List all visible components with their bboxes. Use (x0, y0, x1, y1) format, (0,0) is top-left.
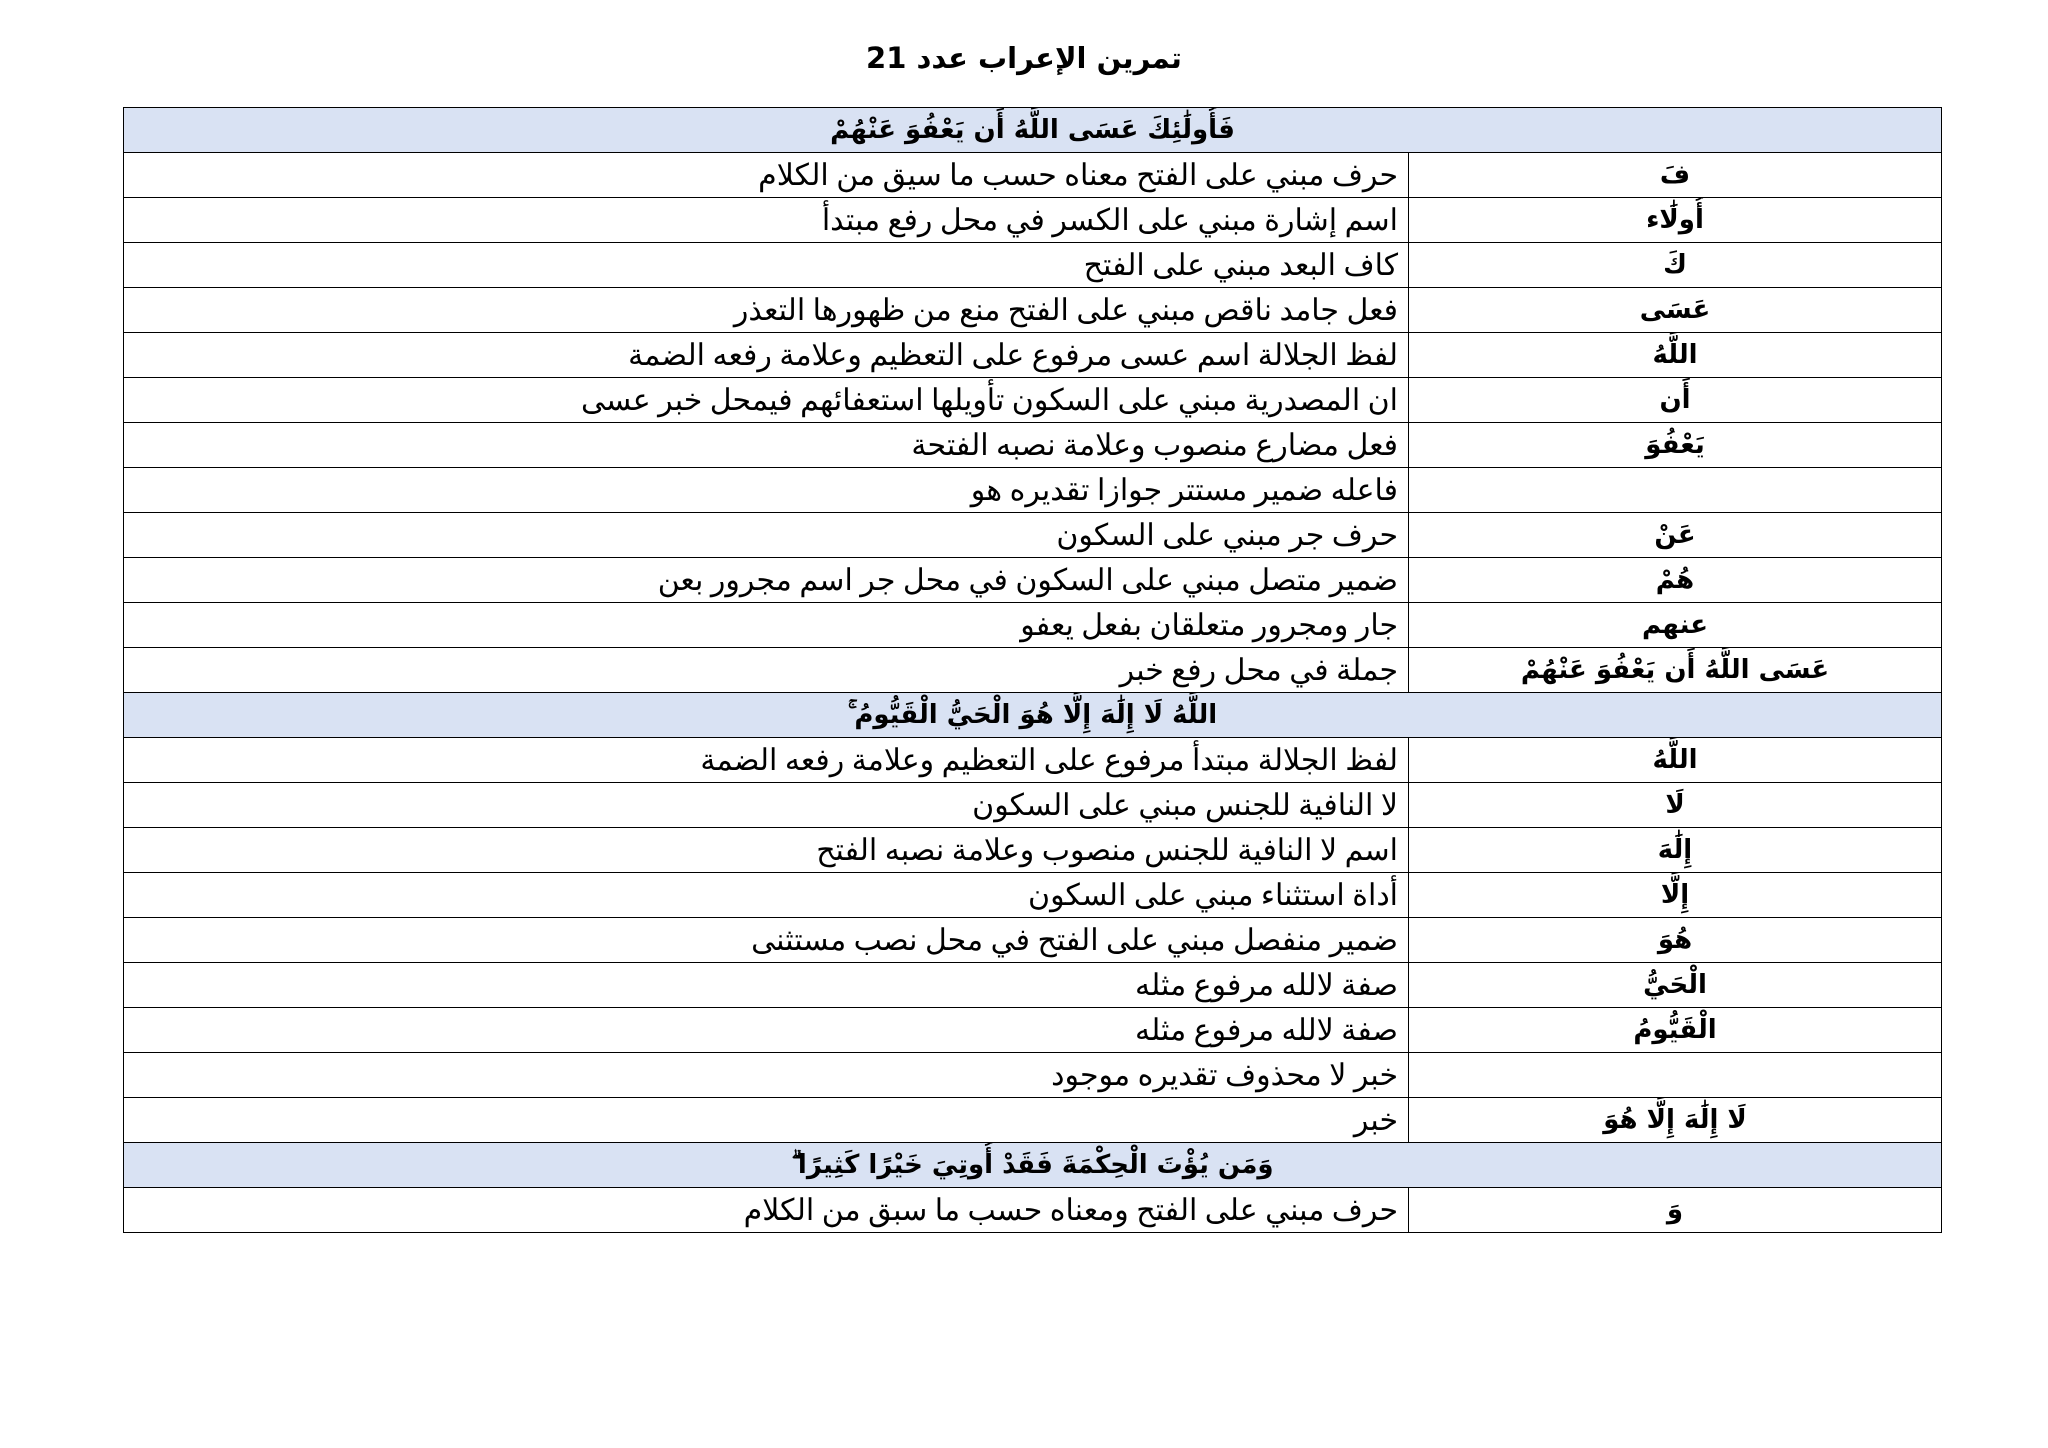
word-cell: الْحَيُّ (1409, 963, 1942, 1008)
word-cell: عَسَى اللَّهُ أَن يَعْفُوَ عَنْهُمْ (1409, 648, 1942, 693)
table-row (124, 333, 1942, 378)
parsing-cell: لا النافية للجنس مبني على السكون (124, 783, 1409, 828)
parsing-cell: خبر (124, 1098, 1409, 1143)
word-cell: كَ (1409, 243, 1942, 288)
table-row (124, 153, 1942, 198)
word-cell: لَا إِلَٰهَ إِلَّا هُوَ (1409, 1098, 1942, 1143)
parsing-cell: أداة استثناء مبني على السكون (124, 873, 1409, 918)
table-row (124, 648, 1942, 693)
word-cell: الْقَيُّومُ (1409, 1008, 1942, 1053)
parsing-cell: فاعله ضمير مستتر جوازا تقديره هو (124, 468, 1409, 513)
table-row (124, 558, 1942, 603)
parsing-cell: حرف جر مبني على السكون (124, 513, 1409, 558)
parsing-cell: حرف مبني على الفتح معناه حسب ما سيق من الكلام (124, 153, 1409, 198)
table-row (124, 783, 1942, 828)
parsing-cell: اسم إشارة مبني على الكسر في محل رفع مبتدأ (124, 198, 1409, 243)
verse-text: وَمَن يُؤْتَ الْحِكْمَةَ فَقَدْ أُوتِيَ خَيْرًا كَثِيرًا ۗ (124, 1143, 1942, 1188)
parsing-cell: لفظ الجلالة اسم عسى مرفوع على التعظيم وعلامة رفعه الضمة (124, 333, 1409, 378)
table-row (124, 1098, 1942, 1143)
page-title: تمرين الإعراب عدد 21 (866, 41, 1182, 75)
table-row (124, 1053, 1942, 1098)
verse-header-row (124, 108, 1942, 153)
verse-header-row (124, 693, 1942, 738)
table-row (124, 288, 1942, 333)
parsing-cell: فعل جامد ناقص مبني على الفتح منع من ظهورها التعذر (124, 288, 1409, 333)
word-cell: هُوَ (1409, 918, 1942, 963)
parsing-cell: ضمير منفصل مبني على الفتح في محل نصب مستثنى (124, 918, 1409, 963)
parsing-cell: كاف البعد مبني على الفتح (124, 243, 1409, 288)
table-row (124, 1188, 1942, 1233)
table-row (124, 918, 1942, 963)
parsing-cell: جملة في محل رفع خبر (124, 648, 1409, 693)
parsing-cell: صفة لالله مرفوع مثله (124, 963, 1409, 1008)
parsing-cell: صفة لالله مرفوع مثله (124, 1008, 1409, 1053)
parsing-cell: حرف مبني على الفتح ومعناه حسب ما سبق من الكلام (124, 1188, 1409, 1233)
parsing-cell: جار ومجرور متعلقان بفعل يعفو (124, 603, 1409, 648)
word-cell: عَنْ (1409, 513, 1942, 558)
word-cell: أُولَٰاء (1409, 198, 1942, 243)
word-cell: هُمْ (1409, 558, 1942, 603)
verse-text: اللَّهُ لَا إِلَٰهَ إِلَّا هُوَ الْحَيُّ الْقَيُّومُ ۚ (124, 693, 1942, 738)
parsing-cell: ان المصدرية مبني على السكون تأويلها استعفائهم فيمحل خبر عسى (124, 378, 1409, 423)
table-row (124, 243, 1942, 288)
word-cell: يَعْفُوَ (1409, 423, 1942, 468)
table-row (124, 198, 1942, 243)
parsing-table (123, 107, 1942, 1233)
table-row (124, 963, 1942, 1008)
table-row (124, 423, 1942, 468)
table-row (124, 828, 1942, 873)
word-cell: لَا (1409, 783, 1942, 828)
parsing-cell: خبر لا محذوف تقديره موجود (124, 1053, 1409, 1098)
table-row (124, 378, 1942, 423)
table-row (124, 738, 1942, 783)
parsing-cell: اسم لا النافية للجنس منصوب وعلامة نصبه الفتح (124, 828, 1409, 873)
word-cell: أَن (1409, 378, 1942, 423)
word-cell: فَ (1409, 153, 1942, 198)
table-row (124, 513, 1942, 558)
verse-header-row (124, 1143, 1942, 1188)
table-row (124, 873, 1942, 918)
word-cell: اللَّهُ (1409, 738, 1942, 783)
verse-text: فَأُولَٰئِكَ عَسَى اللَّهُ أَن يَعْفُوَ عَنْهُمْ (124, 108, 1942, 153)
word-cell: إِلَٰهَ (1409, 828, 1942, 873)
word-cell (1409, 1053, 1942, 1098)
parsing-cell: لفظ الجلالة مبتدأ مرفوع على التعظيم وعلامة رفعه الضمة (124, 738, 1409, 783)
table-row (124, 603, 1942, 648)
word-cell: إِلَّا (1409, 873, 1942, 918)
word-cell: عنهم (1409, 603, 1942, 648)
word-cell: وَ (1409, 1188, 1942, 1233)
parsing-cell: ضمير متصل مبني على السكون في محل جر اسم مجرور بعن (124, 558, 1409, 603)
parsing-cell: فعل مضارع منصوب وعلامة نصبه الفتحة (124, 423, 1409, 468)
table-row (124, 1008, 1942, 1053)
table-row (124, 468, 1942, 513)
word-cell (1409, 468, 1942, 513)
word-cell: اللَّهُ (1409, 333, 1942, 378)
word-cell: عَسَى (1409, 288, 1942, 333)
